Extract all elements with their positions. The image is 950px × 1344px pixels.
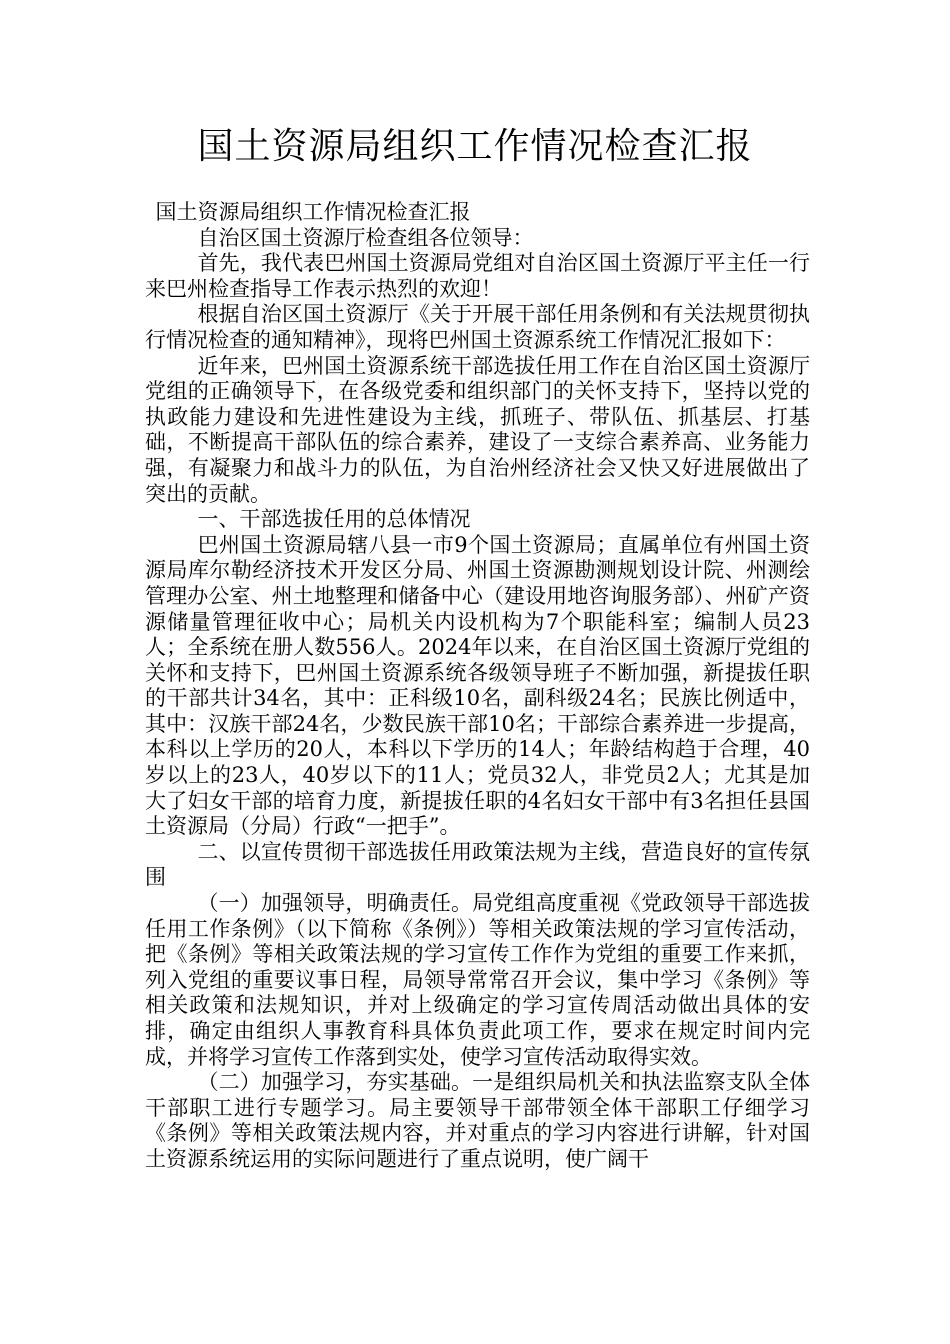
document-body [145, 200, 810, 1173]
section-heading-1: 一、干部选拔任用的总体情况 [197, 507, 471, 532]
paragraph-subtitle: 国土资源局组织工作情况检查汇报 [155, 200, 471, 224]
paragraph-study: （二）加强学习，夯实基础。一是组织局机关和执法监察支队全体干部职工进行专题学习。局主要领导干部带领全体干部职工仔细学习《条例》等相关政策法规内容，并对重点的学习内容进行讲解，针对国土资源系统运用的实际问题进行了重点说明，使广阔干 [145, 1070, 810, 1171]
document-title: 国土资源局组织工作情况检查汇报 [197, 126, 753, 167]
paragraph-salutation: 自治区国土资源厅检查组各位领导： [197, 225, 534, 250]
paragraph-statistics: 巴州国土资源局辖八县一市9个国土资源局；直属单位有州国土资源局库尔勒经济技术开发区分局、州国土资源勘测规划设计院、州测绘管理办公室、州土地整理和储备中心（建设用地咨询服务部）、州矿产资源储量管理征收中心；局机关内设机构为7个职能科室；编制人员23人；全系统在册人数556人。2024年以来，在自治区国土资源厅党组的关怀和支持下，巴州国土资源系统各级领导班子不断加强，新提拔任职的干部共计34名，其中：正科级10名，副科级24名；民族比例适中，其中：汉族干部24名，少数民族干部10名；干部综合素养进一步提高，本科以上学历的20人，本科以下学历的14人；年龄结构趋于合理，40岁以上的23人，40岁以下的11人；党员32人，非党员2人；尤其是加大了妇女干部的培育力度，新提拔任职的4名妇女干部中有3名担任县国土资源局（分局）行政“一把手”。 [145, 532, 810, 839]
paragraph-basis: 根据自治区国土资源厅《关于开展干部任用条例和有关法规贯彻执行情况检查的通知精神》，现将巴州国土资源系统工作情况汇报如下： [145, 302, 810, 352]
section-heading-2: 二、以宣传贯彻干部选拔任用政策法规为主线，营造良好的宣传氛围 [145, 839, 810, 890]
paragraph-overview: 近年来，巴州国土资源系统干部选拔任用工作在自治区国土资源厅党组的正确领导下，在各级党委和组织部门的关怀支持下，坚持以党的执政能力建设和先进性建设为主线，抓班子、带队伍、抓基层、打基础，不断提高干部队伍的综合素养，建设了一支综合素养高、业务能力强，有凝聚力和战斗力的队伍，为自治州经济社会又快又好进展做出了突出的贡献。 [145, 353, 810, 506]
paragraph-leadership: （一）加强领导，明确责任。局党组高度重视《党政领导干部选拔任用工作条例》（以下简称《条例》）等相关政策法规的学习宣传活动，把《条例》等相关政策法规的学习宣传工作作为党组的重要工作来抓，列入党组的重要议事日程，局领导常常召开会议，集中学习《条例》等相关政策和法规知识，并对上级确定的学习宣传周活动做出具体的安排，确定由组织人事教育科具体负责此项工作，要求在规定时间内完成，并将学习宣传工作落到实处，使学习宣传活动取得实效。 [145, 891, 810, 1069]
paragraph-welcome: 首先，我代表巴州国土资源局党组对自治区国土资源厅平主任一行来巴州检查指导工作表示热烈的欢迎！ [145, 251, 810, 301]
